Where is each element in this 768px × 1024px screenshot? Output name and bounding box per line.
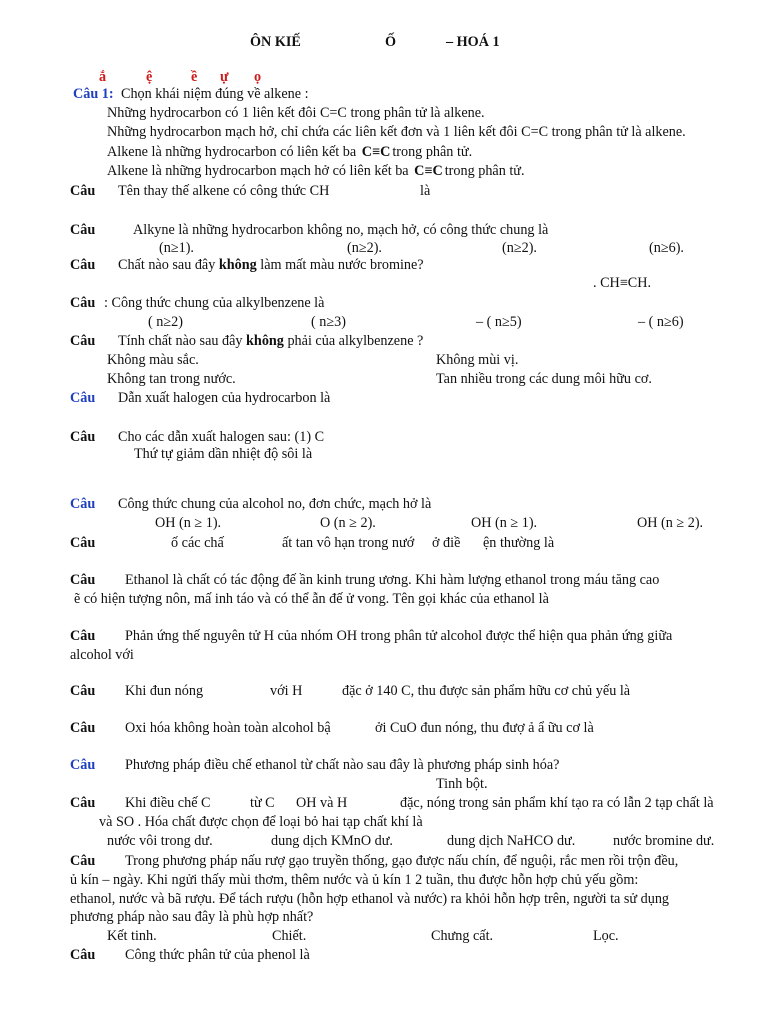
question-3-text: Alkyne là những hydrocarbon không no, mạch hở, có công thức chung là [133,222,549,238]
question-6-text-b: phải của alkylbenzene ? [287,333,424,349]
question-10-text-c: ở điề [432,535,461,551]
question-16-label: Câu [70,795,96,811]
question-13-text-b: với H [270,683,303,699]
question-4-bold: không [218,257,257,273]
question-9-option-1: OH (n ≥ 1). [155,515,222,531]
question-1-option-4 [107,162,525,181]
question-17-option-3: Chưng cất. [431,928,494,944]
question-16-text-2: và SO . Hóa chất được chọn để loại bỏ hai tạp chất khí là [99,814,423,830]
question-6-text-a: Tính chất nào sau đây [118,333,243,349]
question-6-option-4: Tan nhiều trong các dung môi hữu cơ. [436,371,652,387]
question-7-text: Dẫn xuất halogen của hydrocarbon là [118,390,331,406]
question-16-option-1: nước vôi trong dư. [107,833,213,849]
question-6-option-1: Không màu sắc. [107,352,199,368]
option-4-text-a: Alkene là những hydrocarbon mạch hở có liên kết ba [107,163,409,179]
question-9-option-4: OH (n ≥ 2). [637,515,704,531]
question-17-label: Câu [70,853,96,869]
option-3-text-b: trong phân tử. [392,144,473,160]
question-7-label: Câu [70,390,96,406]
title-part-2: Ố [385,34,397,50]
question-14-text-a: Oxi hóa không hoàn toàn alcohol bậ [125,720,331,736]
question-9-option-3: OH (n ≥ 1). [471,515,538,531]
question-1-option-1: Những hydrocarbon có 1 liên kết đôi C=C trong phân tử là alkene. [107,105,485,121]
title-part-3: – HOÁ 1 [446,34,500,50]
subtitle-part-4: ự [220,69,229,85]
question-9-text: Công thức chung của alcohol no, đơn chức, mạch hở là [118,496,432,512]
question-16-text-d: đặc, nóng trong sản phẩm khí tạo ra có lẫn 2 tạp chất là [400,795,714,811]
question-5-option-1: ( n≥2) [148,314,183,330]
question-3-option-4: (n≥6). [649,240,684,256]
question-16-text-b: từ C [250,795,275,811]
question-16-option-3: dung dịch NaHCO dư. [447,833,576,849]
question-6-option-3: Không tan trong nước. [107,371,236,387]
question-16-text-a: Khi điều chế C [125,795,211,811]
question-14-label: Câu [70,720,96,736]
question-17-text: Trong phương pháp nấu rượ gạo truyền thống, gạo được nấu chín, để nguội, rắc men rồi trộn đều, [125,853,679,869]
question-12-text: Phản ứng thế nguyên tử H của nhóm OH trong phân tử alcohol được thể hiện qua phản ứng giữa [125,628,673,644]
question-18-text: Công thức phân tử của phenol là [125,947,310,963]
subtitle-part-2: ệ [146,69,153,85]
question-15-label: Câu [70,757,96,773]
question-16-option-2: dung dịch KMnO dư. [271,833,393,849]
question-2-text-b: là [420,183,431,199]
question-8-text: Cho các dẫn xuất halogen sau: (1) C [118,429,325,445]
question-3-option-3: (n≥2). [502,240,537,256]
question-5-text: : Công thức chung của alkylbenzene là [104,295,325,311]
question-9-option-2: O (n ≥ 2). [320,515,376,531]
question-3-option-2: (n≥2). [347,240,382,256]
question-17-option-1: Kết tinh. [107,928,157,944]
question-3-option-1: (n≥1). [159,240,194,256]
subtitle-part-3: ề [191,69,198,85]
question-9-label: Câu [70,496,96,512]
question-8-label: Câu [70,429,96,445]
question-1-option-2: Những hydrocarbon mạch hở, chỉ chứa các liên kết đơn và 1 liên kết đôi C=C trong phân tử là alkene. [107,124,686,140]
option-3-text-a: Alkene là những hydrocarbon có liên kết ba [107,144,357,160]
question-6-option-2: Không mùi vị. [436,352,519,368]
question-5-option-3: – ( n≥5) [476,314,522,330]
option-4-text-b: trong phân tử. [444,163,525,179]
question-17-text-2: ủ kín – ngày. Khi ngửi thấy mùi thơm, thêm nước và ủ kín 1 2 tuần, thu được hỗn hợp chủ yếu gồm: [70,872,639,888]
question-1-option-3 [107,143,472,162]
question-1-label: Câu 1: [73,86,114,102]
question-5-option-2: ( n≥3) [311,314,346,330]
question-15-option: Tinh bột. [436,776,488,792]
question-11-text: Ethanol là chất có tác động đế ần kinh trung ương. Khi hàm lượng ethanol trong máu tăng cao [125,572,660,588]
question-10-text-d: ện thường là [483,535,555,551]
question-12-text-2: alcohol với [70,647,134,663]
question-6-label: Câu [70,333,96,349]
triple-bond-symbol: C≡C [361,144,391,160]
question-11-text-2: ẽ có hiện tượng nôn, mấ inh táo và có thể ẫn đế ử vong. Tên gọi khác của ethanol là [74,591,549,607]
triple-bond-symbol: C≡C [414,163,443,179]
question-4-text [118,256,424,275]
question-5-label: Câu [70,295,96,311]
question-13-label: Câu [70,683,96,699]
question-4-option-4: . CH≡CH. [593,275,652,291]
question-4-label: Câu [70,257,96,273]
question-10-text-b: ất tan vô hạn trong nướ [282,535,415,551]
question-12-label: Câu [70,628,96,644]
question-6-text [118,332,423,351]
question-10-label: Câu [70,535,96,551]
question-6-bold: không [246,333,284,349]
question-11-label: Câu [70,572,96,588]
question-17-option-4: Lọc. [593,928,619,944]
question-16-text-c: OH và H [296,795,348,811]
question-17-text-3: ethanol, nước và bã rượu. Để tách rượu (hỗn hợp ethanol và nước) ra khỏi hỗn hợp trên, người ta sử dụng [70,891,670,907]
question-3-label: Câu [70,222,96,238]
question-16-option-4: nước bromine dư. [613,833,715,849]
question-18-label: Câu [70,947,96,963]
subtitle-part-1: ắ [99,69,107,85]
question-4-text-b: làm mất màu nước bromine? [260,257,424,273]
question-10-text-a: ố các chấ [171,535,224,551]
question-5-option-4: – ( n≥6) [638,314,684,330]
subtitle-part-5: ọ [254,69,262,85]
question-13-text-c: đặc ở 140 C, thu được sản phẩm hữu cơ chủ yếu là [342,683,631,699]
question-1-text: Chọn khái niệm đúng về alkene : [121,86,309,102]
question-2-label: Câu [70,183,96,199]
question-15-text: Phương pháp điều chế ethanol từ chất nào sau đây là phương pháp sinh hóa? [125,757,560,773]
question-14-text-b: ởi CuO đun nóng, thu đượ ả ẩ ữu cơ là [375,720,594,736]
question-8-text-2: Thứ tự giảm dần nhiệt độ sôi là [134,446,313,462]
question-13-text-a: Khi đun nóng [125,683,204,699]
question-2-text-a: Tên thay thế alkene có công thức CH [118,183,330,199]
question-4-text-a: Chất nào sau đây [118,257,216,273]
question-17-option-2: Chiết. [272,928,307,944]
question-17-text-4: phương pháp nào sau đây là phù hợp nhất? [70,909,314,925]
title-part-1: ÔN KIẾ [250,34,301,50]
